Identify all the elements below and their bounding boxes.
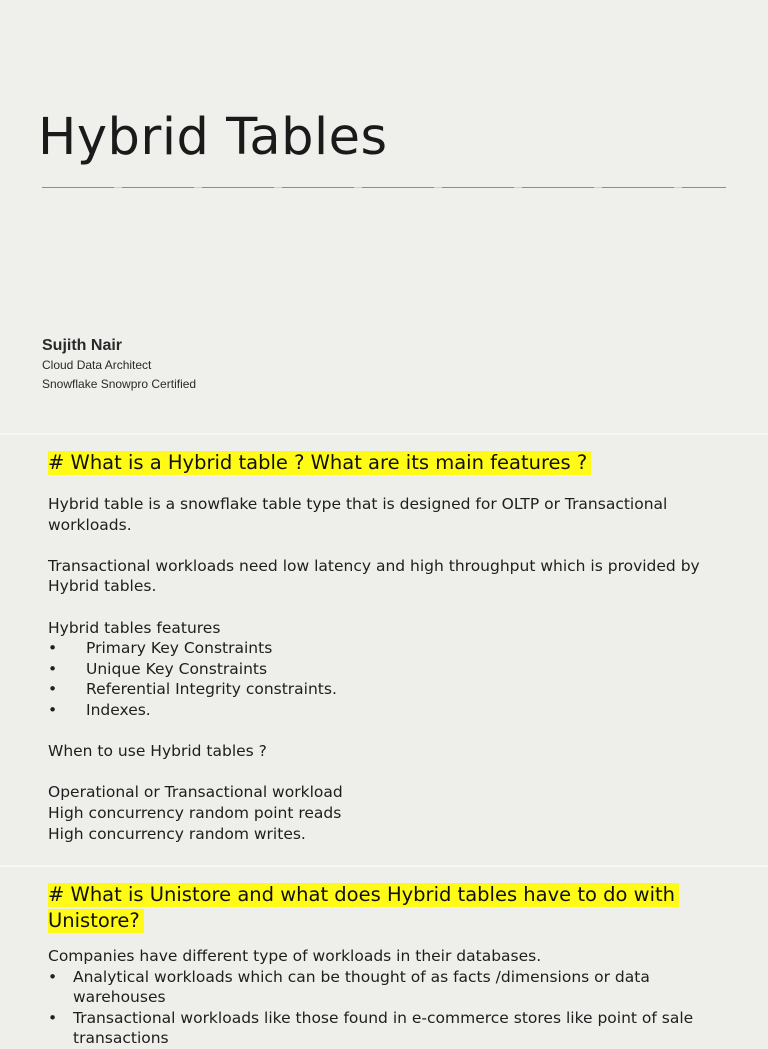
page-separator [0, 433, 768, 435]
bullet: • [48, 1008, 58, 1027]
list-item [48, 700, 728, 721]
bullet: • [48, 659, 58, 678]
bullet: • [48, 967, 58, 986]
title-divider [42, 187, 726, 188]
paragraph: Hybrid table is a snowflake table type that is designed for OLTP or Transactional workloads. [48, 495, 668, 534]
cover-slide [0, 0, 768, 433]
bullet: • [48, 680, 58, 699]
section-heading [48, 882, 728, 934]
list-item [48, 679, 728, 700]
page-separator [0, 865, 768, 867]
bullet: • [48, 700, 58, 719]
when-title: When to use Hybrid tables ? [48, 742, 267, 761]
bullet: • [48, 639, 58, 658]
highlighted-heading-text: # What is Unistore and what does Hybrid tables have to do with Unistore? [48, 883, 679, 933]
list-item-text: Analytical workloads which can be thought of as facts /dimensions or data warehouses [73, 967, 650, 1007]
section-hybrid-table [48, 450, 728, 844]
text-line: Operational or Transactional workload [48, 783, 343, 802]
list-item-text: Unique Key Constraints [86, 659, 268, 678]
list-item [48, 638, 728, 659]
author-certification: Snowflake Snowpro Certified [42, 377, 197, 391]
list-item-text: Referential Integrity constraints. [86, 680, 337, 699]
list-item-text: Primary Key Constraints [86, 639, 273, 658]
highlighted-heading-text: # What is a Hybrid table ? What are its main features ? [48, 451, 591, 475]
list-item [48, 1008, 728, 1049]
author-role: Cloud Data Architect [42, 358, 152, 372]
document-title: Hybrid Tables [38, 108, 388, 167]
list-item-text: Indexes. [86, 700, 151, 719]
paragraph: Transactional workloads need low latency and high throughput which is provided by Hybrid tables. [48, 556, 700, 596]
text-line: High concurrency random point reads [48, 803, 342, 822]
author-name: Sujith Nair [42, 337, 123, 354]
section-unistore [48, 882, 728, 1049]
text-line: High concurrency random writes. [48, 824, 306, 843]
paragraph: Companies have different type of workloads in their databases. [48, 947, 542, 965]
list-item [48, 659, 728, 680]
list-item [48, 967, 728, 1008]
section-heading [48, 450, 728, 476]
list-item-text: Transactional workloads like those found in e-commerce stores like point of sale transactions [73, 1008, 694, 1048]
features-title: Hybrid tables features [48, 618, 221, 637]
